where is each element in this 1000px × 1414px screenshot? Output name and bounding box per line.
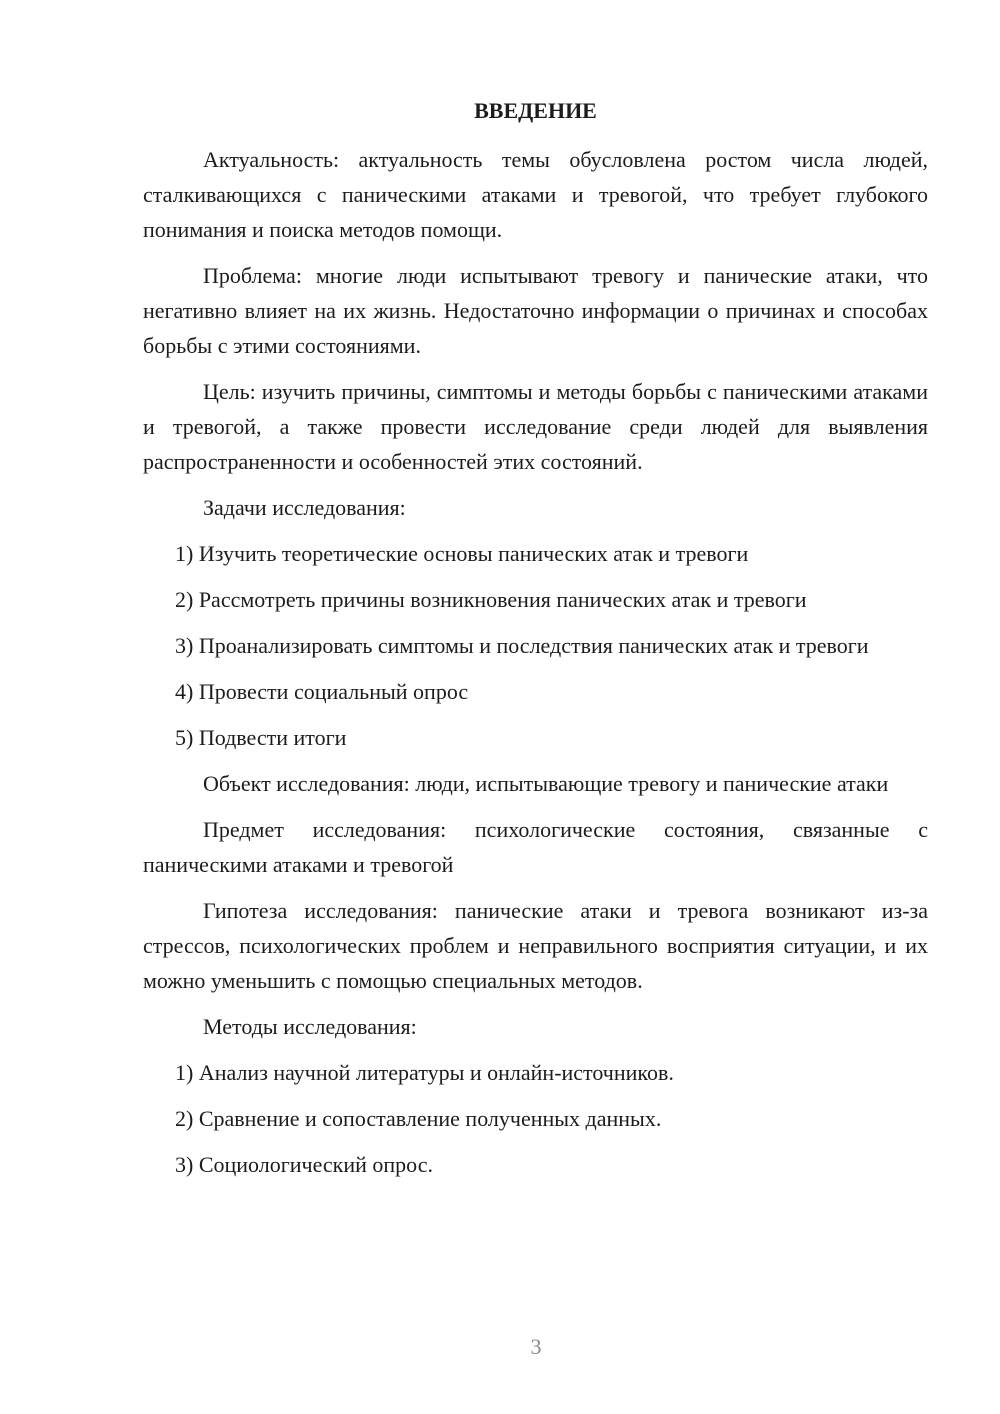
page-number: 3 bbox=[530, 1334, 542, 1359]
task-item: 5) Подвести итоги bbox=[175, 725, 347, 750]
task-item: 2) Рассмотреть причины возникновения панических атак и тревоги bbox=[175, 587, 807, 612]
method-item: 2) Сравнение и сопоставление полученных данных. bbox=[175, 1106, 662, 1131]
problem-paragraph: Проблема: многие люди испытывают тревогу и панические атаки, что негативно влияет на их жизнь. Недостаточно информации о причинах и способах борьбы с этими состояниями. bbox=[143, 263, 928, 358]
page-title: ВВЕДЕНИЕ bbox=[474, 98, 597, 123]
task-item: 4) Провести социальный опрос bbox=[175, 679, 469, 704]
tasks-heading: Задачи исследования: bbox=[203, 495, 406, 520]
method-item: 1) Анализ научной литературы и онлайн-источников. bbox=[175, 1060, 674, 1085]
goal-paragraph: Цель: изучить причины, симптомы и методы борьбы с паническими атаками и тревогой, а также провести исследование среди людей для выявления распространенности и особенностей этих состояний. bbox=[143, 379, 928, 474]
task-item: 3) Проанализировать симптомы и последствия панических атак и тревоги bbox=[175, 633, 869, 658]
methods-heading: Методы исследования: bbox=[203, 1014, 417, 1039]
task-item: 1) Изучить теоретические основы панических атак и тревоги bbox=[175, 541, 749, 566]
hypothesis-paragraph: Гипотеза исследования: панические атаки и тревога возникают из-за стрессов, психологических проблем и неправильного восприятия ситуации, и их можно уменьшить с помощью специальных методов. bbox=[143, 898, 928, 993]
document-body bbox=[143, 142, 928, 1193]
method-item: 3) Социологический опрос. bbox=[175, 1152, 433, 1177]
object-paragraph: Объект исследования: люди, испытывающие тревогу и панические атаки bbox=[203, 771, 889, 796]
subject-paragraph: Предмет исследования: психологические состояния, связанные с паническими атаками и тревогой bbox=[143, 817, 928, 877]
relevance-paragraph: Актуальность: актуальность темы обусловлена ростом числа людей, сталкивающихся с паническими атаками и тревогой, что требует глубокого понимания и поиска методов помощи. bbox=[143, 147, 928, 242]
